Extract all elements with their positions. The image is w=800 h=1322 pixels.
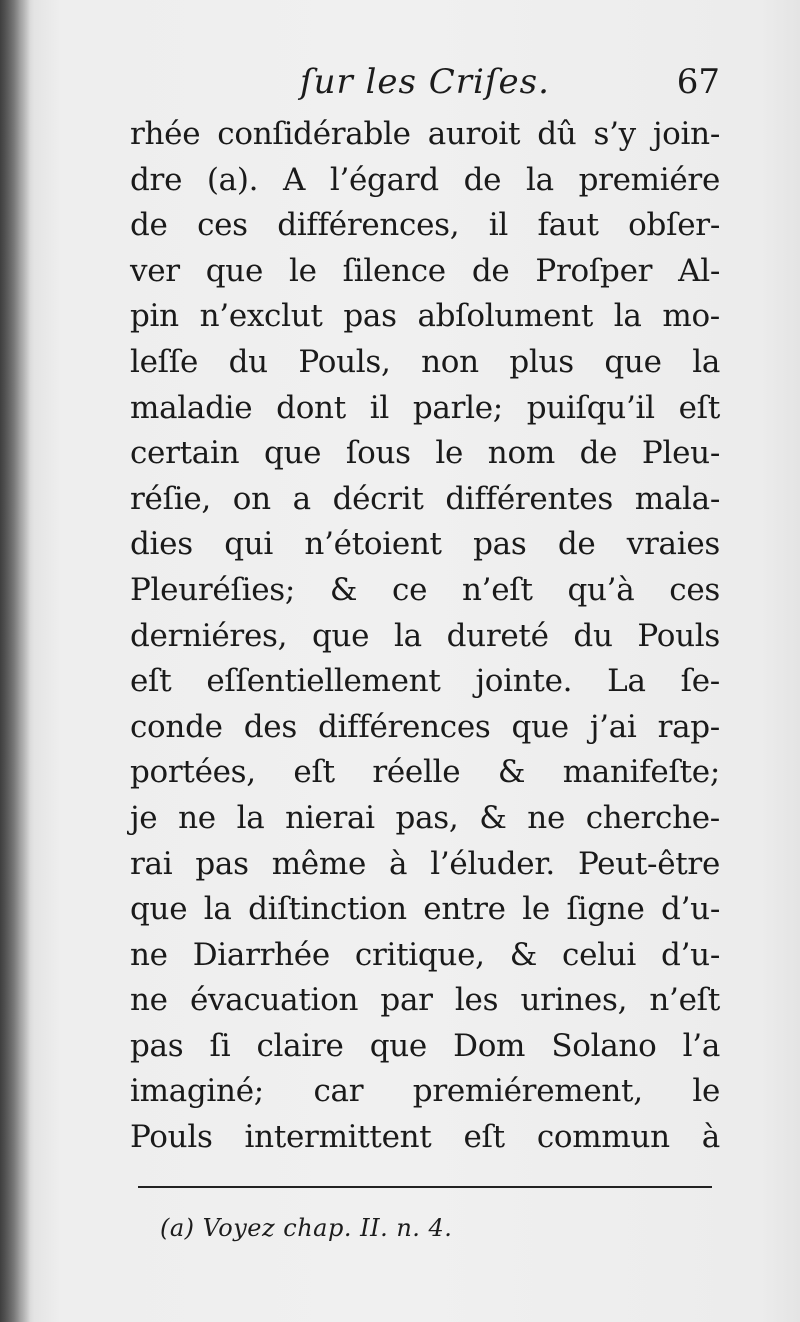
text-line: certain que ſous le nom de Pleu-: [130, 435, 720, 472]
page-header: [300, 62, 720, 112]
text-line: de ces différences, il faut obſer-: [130, 207, 720, 244]
text-line: derniéres, que la dureté du Pouls: [130, 617, 720, 654]
gutter-shadow: [0, 0, 34, 1322]
text-line: portées, eſt réelle & manifeſte;: [130, 754, 720, 791]
footnote: (a) Voyez chap. II. n. 4.: [160, 1214, 453, 1242]
body-text: [130, 112, 720, 1161]
text-line: je ne la nierai pas, & ne cherche-: [130, 799, 720, 836]
text-line: ne Diarrhée critique, & celui d’u-: [130, 936, 720, 973]
text-line: eſt eſſentiellement jointe. La ſe-: [130, 663, 720, 700]
text-line: rai pas même à l’éluder. Peut-être: [130, 845, 720, 882]
text-line: pas ſi claire que Dom Solano l’a: [130, 1027, 720, 1064]
text-line: réſie, on a décrit différentes mala-: [130, 480, 720, 517]
text-line: Pleuréſies; & ce n’eſt qu’à ces: [130, 571, 720, 608]
running-title: ſur les Criſes.: [300, 62, 550, 102]
page-number: 67: [676, 62, 720, 102]
text-line: dies qui n’étoient pas de vraies: [130, 526, 720, 563]
text-line: leſſe du Pouls, non plus que la: [130, 343, 720, 380]
text-line: imaginé; car premiérement, le: [130, 1073, 720, 1110]
text-line: conde des différences que j’ai rap-: [130, 708, 720, 745]
text-line: que la diſtinction entre le ſigne d’u-: [130, 891, 720, 928]
text-line: ne évacuation par les urines, n’eſt: [130, 982, 720, 1019]
text-line: maladie dont il parle; puiſqu’il eſt: [130, 389, 720, 426]
text-line: ver que le ſilence de Proſper Al-: [130, 252, 720, 289]
footnote-rule: [138, 1186, 712, 1188]
text-line: pin n’exclut pas abſolument la mo-: [130, 298, 720, 335]
text-line: rhée conſidérable auroit dû s’y join-: [130, 116, 720, 152]
text-line: dre (a). A l’égard de la premiére: [130, 161, 720, 198]
text-line: Pouls intermittent eſt commun à: [130, 1119, 720, 1156]
